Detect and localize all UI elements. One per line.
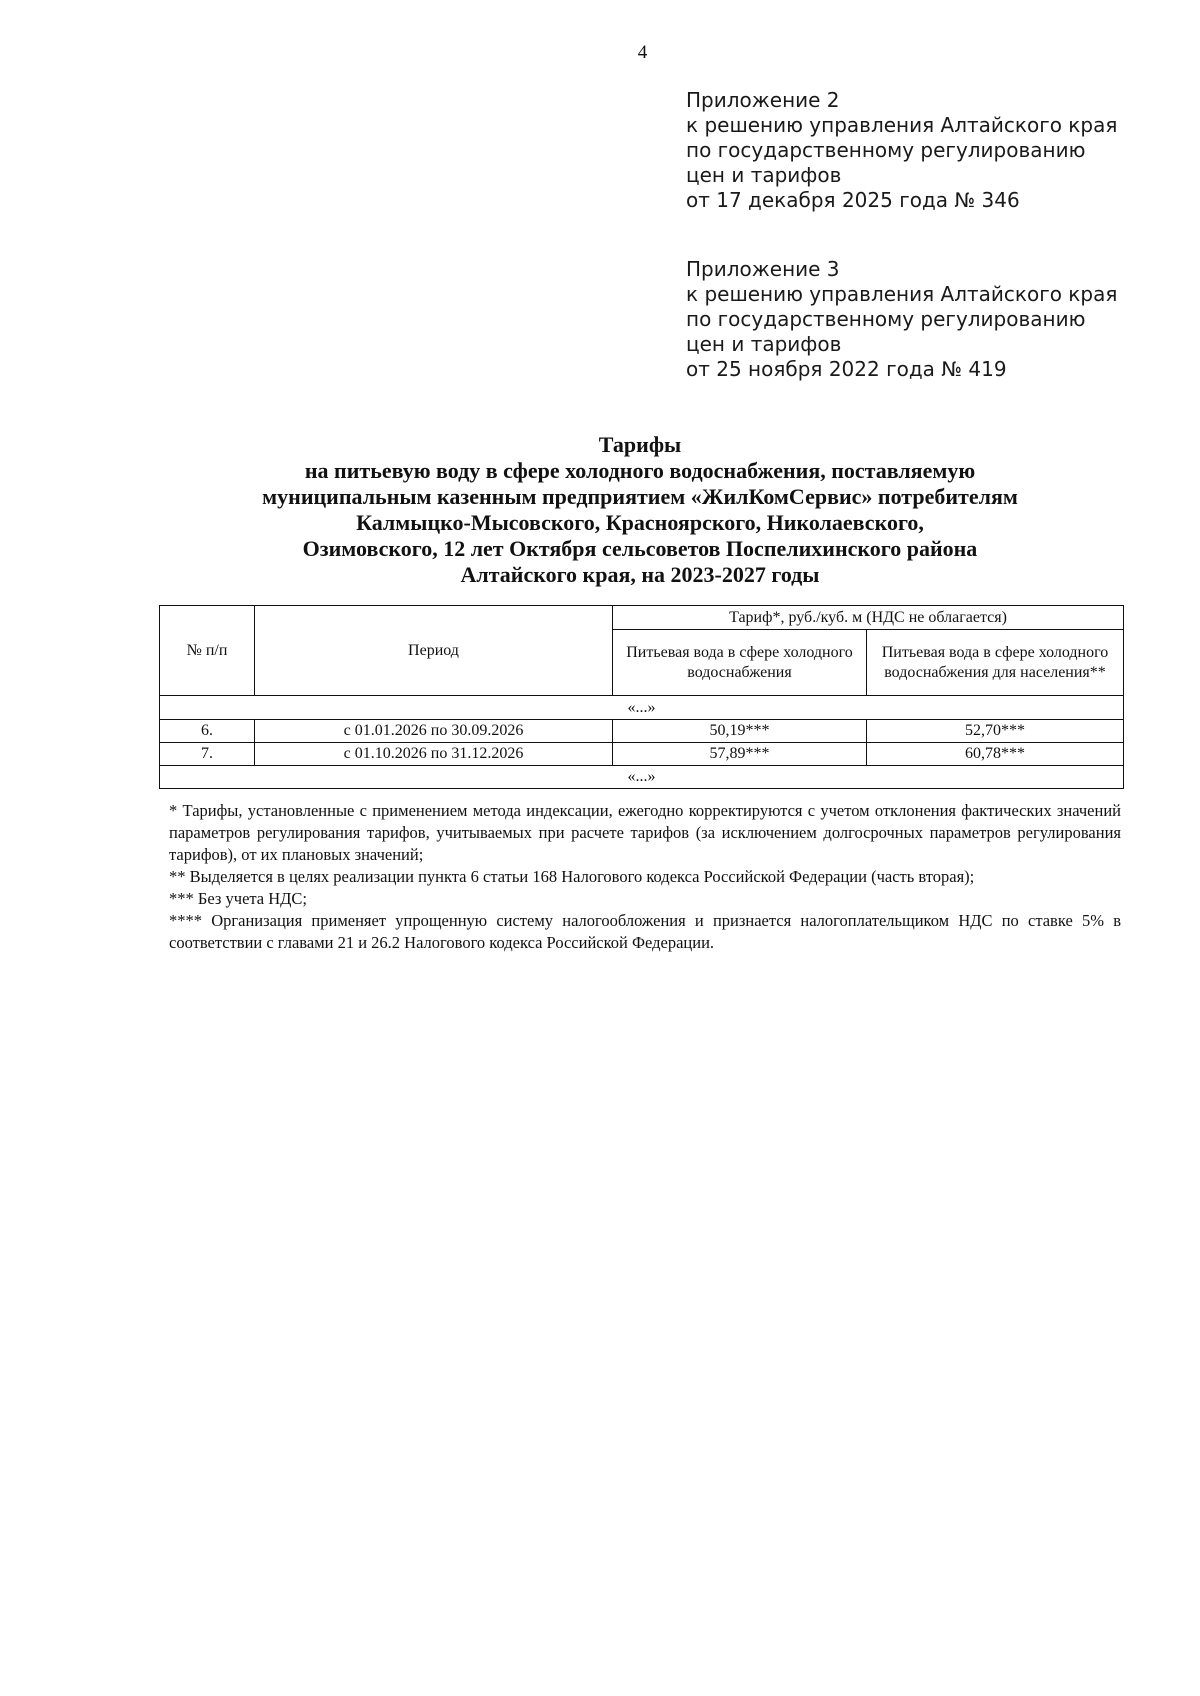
appendix-3-header [686,257,1146,382]
title-line: муниципальным казенным предприятием «ЖилКомСервис» потребителям [262,484,1018,509]
table-row [160,720,1124,743]
row-population-tariff: 52,70*** [867,720,1124,743]
row-water-tariff: 57,89*** [613,743,867,766]
row-period: с 01.10.2026 по 31.12.2026 [255,743,613,766]
title-line: Озимовского, 12 лет Октября сельсоветов Поспелихинского района [302,536,978,561]
appendix-line: Приложение 2 [686,88,840,112]
title-line: Калмыцко-Мысовского, Красноярского, Николаевского, [356,510,924,535]
row-population-tariff: 60,78*** [867,743,1124,766]
table-ellipsis-row [160,696,1124,720]
footnote: **** Организация применяет упрощенную систему налогообложения и признается налогоплательщиком НДС по ставке 5% в соответствии с главами 21 и 26.2 Налогового кодекса Российской Федерации. [169,911,1121,952]
document-title [150,432,1130,588]
row-water-tariff: 50,19*** [613,720,867,743]
footnote: *** Без учета НДС; [169,889,308,908]
ellipsis-cell: «...» [160,696,1124,720]
row-period: с 01.01.2026 по 30.09.2026 [255,720,613,743]
title-line: Тарифы [598,432,682,457]
header-tariff-group: Тариф*, руб./куб. м (НДС не облагается) [613,606,1124,630]
footnotes [169,800,1121,954]
header-period: Период [255,606,613,696]
header-drinking-water: Питьевая вода в сфере холодного водоснабжения [613,630,867,696]
appendix-line: к решению управления Алтайского края [686,282,1118,306]
appendix-line: от 17 декабря 2025 года № 346 [686,188,1020,212]
footnote: * Тарифы, установленные с применением метода индексации, ежегодно корректируются с учетом отклонения фактических значений параметров регулирования тарифов, учитываемых при расчете тарифов (за исключением долгосрочных параметров регулирования тарифов), от их плановых значений; [169,801,1121,864]
row-number: 7. [160,743,255,766]
title-line: Алтайского края, на 2023-2027 годы [460,562,820,587]
appendix-2-header [686,88,1146,213]
table-header-row [160,606,1124,630]
appendix-line: цен и тарифов [686,332,842,356]
title-line: на питьевую воду в сфере холодного водоснабжения, поставляемую [304,458,976,483]
footnote: ** Выделяется в целях реализации пункта 6 статьи 168 Налогового кодекса Российской Федерации (часть вторая); [169,867,975,886]
page-number: 4 [637,42,648,63]
appendix-line: от 25 ноября 2022 года № 419 [686,357,1007,381]
table-row [160,743,1124,766]
appendix-line: цен и тарифов [686,163,842,187]
header-population: Питьевая вода в сфере холодного водоснабжения для населения** [867,630,1124,696]
tariff-table [159,605,1124,789]
appendix-line: Приложение 3 [686,257,840,281]
table-ellipsis-row [160,766,1124,789]
appendix-line: по государственному регулированию [686,307,1086,331]
row-number: 6. [160,720,255,743]
ellipsis-cell: «...» [160,766,1124,789]
appendix-line: по государственному регулированию [686,138,1086,162]
header-number: № п/п [160,606,255,696]
appendix-line: к решению управления Алтайского края [686,113,1118,137]
